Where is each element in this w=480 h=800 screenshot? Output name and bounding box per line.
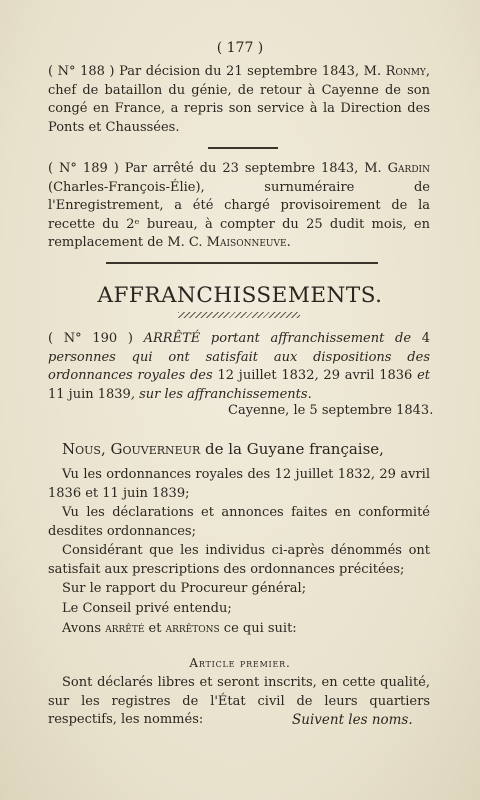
notice-188: ( N° 188 ) Par décision du 21 septembre 1843, M. Ronmy, chef de bataillon du génie, de retour à Cayenne de son congé en France, a repris son service à la Direction des Ponts et Chaussées. <box>48 64 430 135</box>
title-ornament <box>178 312 300 318</box>
considerant-3: Considérant que les individus ci-après dénommés ont satisfait aux prescriptions des ordonnances précitées; <box>48 543 430 577</box>
considerant-1: Vu les ordonnances royales des 12 juillet 1832, 29 avril 1836 et 11 juin 1839; <box>48 467 430 501</box>
notice-190-header: ( N° 190 ) ARRÊTÉ portant affranchissement de 4 personnes qui ont satisfait aux dispositions des ordonnances royales des 12 juillet 1832, 29 avril 1836 et 11 juin 1839, sur les affranchissements. <box>48 331 430 402</box>
section-divider <box>208 147 278 149</box>
considerant-4: Sur le rapport du Procureur général; <box>62 581 307 596</box>
person-name-gardin: Gardin <box>387 161 430 176</box>
considerant-5: Le Conseil privé entendu; <box>62 601 232 616</box>
article-text: Sont déclarés libres et seront inscrits, en cette qualité, sur les registres de l'État civil de leurs quartiers respectifs, les nommés: <box>48 675 430 728</box>
notice-190-number: ( N° 190 ) <box>48 331 133 346</box>
considerant-2: Vu les déclarations et annonces faites en conformité desdites ordonnances; <box>48 505 430 539</box>
section-divider-long <box>106 262 378 264</box>
suivent-les-noms: Suivent les noms. <box>292 712 413 728</box>
notice-188-number: ( N° 188 ) <box>48 64 115 79</box>
avons-line: Avons arrêté et arrêtons ce qui suit: <box>62 621 297 636</box>
notice-189-number: ( N° 189 ) <box>48 161 119 176</box>
article-heading: Article premier. <box>189 656 291 670</box>
date-line: Cayenne, le 5 septembre 1843. <box>228 403 434 418</box>
notice-189: ( N° 189 ) Par arrêté du 23 septembre 1843, M. Gardin (Charles-François-Élie), surnuméraire de l'Enregistrement, a été chargé provisoirement de la recette du 2ᵉ bureau, à compter du 25 dudit mois, en remplacement de M. C. Maisonneuve. <box>48 161 430 251</box>
person-name-ronmy: Ronmy <box>385 64 426 79</box>
page-number: ( 177 ) <box>216 40 264 56</box>
person-name-maisonneuve: Maisonneuve <box>206 235 287 251</box>
governor-preamble: Nous, Gouverneur de la Guyane française, <box>62 440 384 458</box>
section-title: AFFRANCHISSEMENTS. <box>97 283 383 308</box>
